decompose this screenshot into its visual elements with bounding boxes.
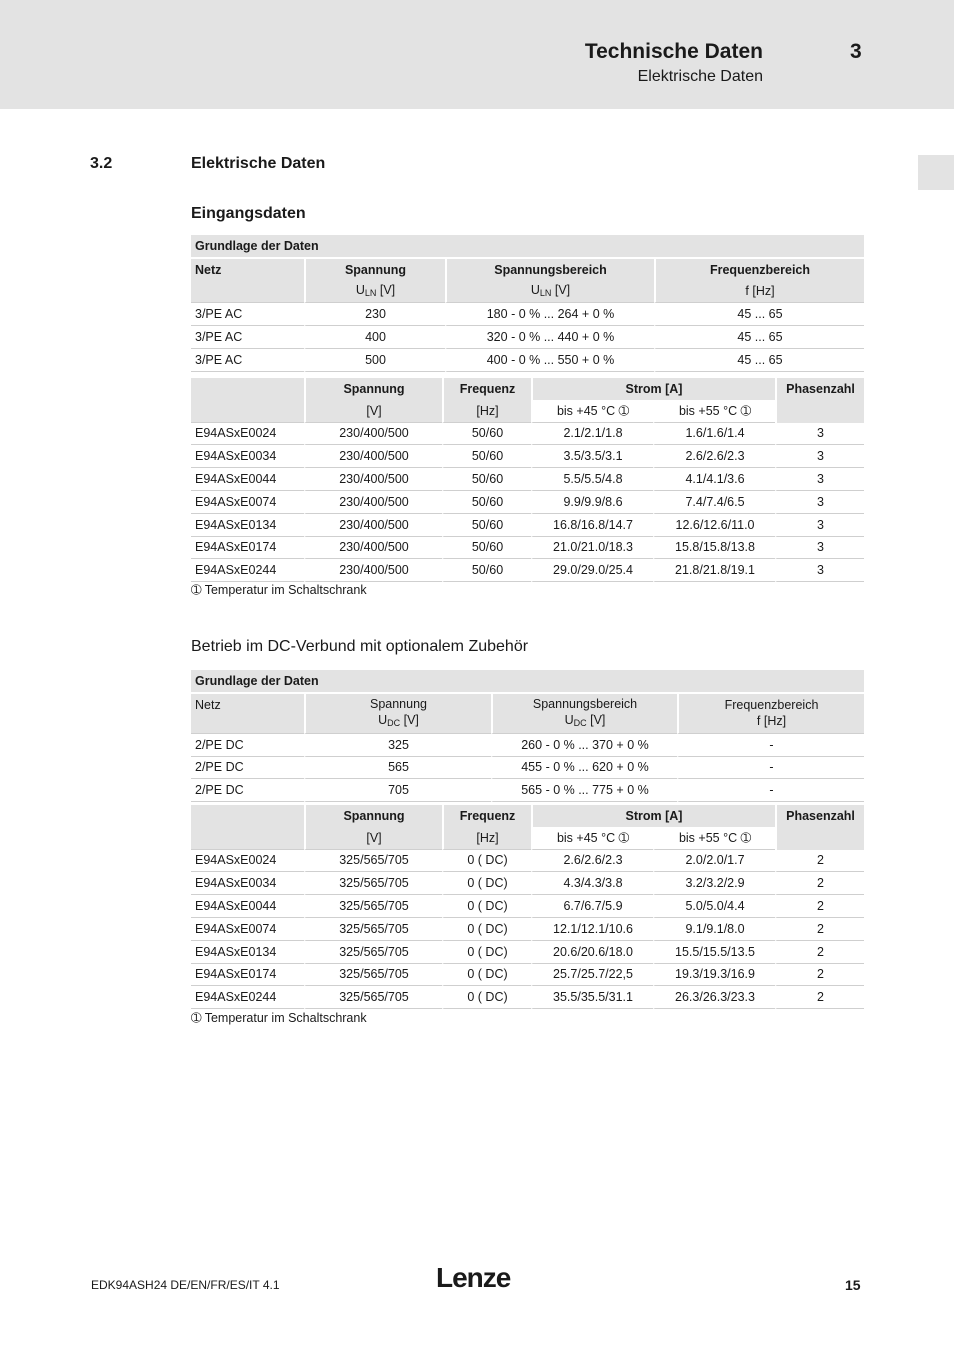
dc-dev-unit-v: [V]: [304, 827, 442, 850]
table-cell: 35.5/35.5/31.1: [531, 986, 653, 1009]
table-cell: 565: [304, 757, 491, 780]
table-cell: -: [677, 734, 864, 757]
table-cell: 50/60: [442, 445, 531, 468]
table-cell: E94ASxE0024: [191, 850, 304, 873]
table-cell: E94ASxE0174: [191, 537, 304, 560]
table-cell: 0 ( DC): [442, 850, 531, 873]
table-cell: 325: [304, 734, 491, 757]
dc-dev-header-phasen: Phasenzahl: [775, 805, 864, 850]
table-cell: 25.7/25.7/22,5: [531, 964, 653, 987]
table-cell: 705: [304, 779, 491, 802]
table-row: [191, 986, 864, 1009]
table-cell: 21.8/21.8/19.1: [653, 559, 775, 582]
ac-dev-header-frequenz: Frequenz: [442, 378, 531, 400]
table-row: [191, 779, 864, 802]
table-cell: 0 ( DC): [442, 941, 531, 964]
table-cell: E94ASxE0034: [191, 445, 304, 468]
table-cell: E94ASxE0044: [191, 468, 304, 491]
table-cell: 230: [304, 303, 445, 326]
table-cell: 180 - 0 % ... 264 + 0 %: [445, 303, 654, 326]
table-cell: 325/565/705: [304, 895, 442, 918]
table-row: [191, 349, 864, 372]
table-cell: 9.1/9.1/8.0: [653, 918, 775, 941]
table-cell: 2: [775, 918, 864, 941]
table-cell: -: [677, 779, 864, 802]
table-row: [191, 423, 864, 446]
table-cell: 3/PE AC: [191, 349, 304, 372]
table-cell: E94ASxE0134: [191, 514, 304, 537]
table-cell: 400: [304, 326, 445, 349]
table-cell: 50/60: [442, 491, 531, 514]
table-row: [191, 445, 864, 468]
table-cell: 325/565/705: [304, 941, 442, 964]
table-cell: 230/400/500: [304, 468, 442, 491]
table-cell: 325/565/705: [304, 986, 442, 1009]
table-cell: E94ASxE0034: [191, 872, 304, 895]
ac-dev-header-phasen: Phasenzahl: [775, 378, 864, 423]
table-cell: 230/400/500: [304, 445, 442, 468]
ac-dev-header-strom: Strom [A]: [531, 378, 775, 400]
table-cell: 230/400/500: [304, 491, 442, 514]
ac-dev-header-spannung: Spannung: [304, 378, 442, 400]
table-cell: E94ASxE0244: [191, 986, 304, 1009]
table-cell: 9.9/9.9/8.6: [531, 491, 653, 514]
chapter-number: 3: [850, 40, 862, 63]
ac-basis-unit-freq: f [Hz]: [654, 281, 864, 304]
table-cell: 16.8/16.8/14.7: [531, 514, 653, 537]
table-row: [191, 537, 864, 560]
ac-heading: Eingangsdaten: [191, 205, 306, 222]
ac-basis-header-bereich: Spannungsbereich: [445, 259, 654, 281]
table-cell: 2/PE DC: [191, 757, 304, 780]
dc-dev-header-empty: [191, 805, 304, 827]
table-row: [191, 303, 864, 326]
table-cell: E94ASxE0074: [191, 918, 304, 941]
ac-basis-body: [191, 303, 864, 371]
table-row: [191, 918, 864, 941]
ac-basis-unit-bereich: $U_{LN}$ [V]: [445, 281, 654, 304]
table-cell: 5.5/5.5/4.8: [531, 468, 653, 491]
table-cell: E94ASxE0044: [191, 895, 304, 918]
table-cell: 12.1/12.1/10.6: [531, 918, 653, 941]
table-cell: 19.3/19.3/16.9: [653, 964, 775, 987]
table-cell: 26.3/26.3/23.3: [653, 986, 775, 1009]
table-cell: 3/PE AC: [191, 303, 304, 326]
table-row: [191, 850, 864, 873]
dc-basis-header-netz: Netz: [191, 694, 304, 734]
table-cell: 3: [775, 559, 864, 582]
table-cell: 4.3/4.3/3.8: [531, 872, 653, 895]
table-cell: 2: [775, 895, 864, 918]
ac-basis-header-spannung: Spannung: [304, 259, 445, 281]
section-title: Elektrische Daten: [191, 155, 326, 172]
table-row: [191, 468, 864, 491]
table-cell: 2/PE DC: [191, 779, 304, 802]
table-cell: 325/565/705: [304, 964, 442, 987]
table-cell: 400 - 0 % ... 550 + 0 %: [445, 349, 654, 372]
table-cell: 0 ( DC): [442, 895, 531, 918]
table-row: [191, 872, 864, 895]
table-cell: 2: [775, 872, 864, 895]
ac-basis-header-freq: Frequenzbereich: [654, 259, 864, 281]
table-cell: 20.6/20.6/18.0: [531, 941, 653, 964]
table-cell: 6.7/6.7/5.9: [531, 895, 653, 918]
dc-heading: Betrieb im DC-Verbund mit optionalem Zubehör: [191, 638, 529, 655]
table-cell: 230/400/500: [304, 537, 442, 560]
table-cell: 565 - 0 % ... 775 + 0 %: [491, 779, 677, 802]
table-cell: 50/60: [442, 423, 531, 446]
table-cell: 3: [775, 537, 864, 560]
table-cell: 2: [775, 850, 864, 873]
table-cell: 325/565/705: [304, 918, 442, 941]
ac-devices-body: [191, 423, 864, 583]
table-cell: 3.5/3.5/3.1: [531, 445, 653, 468]
table-cell: 2: [775, 964, 864, 987]
dc-basis-header-spannung: Spannung $U_{DC}$ [V]: [304, 694, 491, 734]
table-cell: -: [677, 757, 864, 780]
table-cell: E94ASxE0174: [191, 964, 304, 987]
table-cell: 45 ... 65: [654, 326, 864, 349]
dc-basis-body: [191, 734, 864, 802]
ac-basis-unit-empty: [191, 281, 304, 304]
table-cell: 45 ... 65: [654, 303, 864, 326]
dc-dev-header-strom: Strom [A]: [531, 805, 775, 827]
ac-dev-unit-55: bis +55 °C ➀: [653, 400, 775, 423]
dc-dev-header-spannung: Spannung: [304, 805, 442, 827]
header-band: [0, 0, 954, 109]
table-cell: 320 - 0 % ... 440 + 0 %: [445, 326, 654, 349]
ac-dev-unit-hz: [Hz]: [442, 400, 531, 423]
table-cell: 0 ( DC): [442, 918, 531, 941]
chapter-subtitle: Elektrische Daten: [637, 68, 763, 85]
ac-dev-unit-empty: [191, 400, 304, 423]
footer-doc-id: EDK94ASH24 DE/EN/FR/ES/IT 4.1: [91, 1278, 280, 1292]
ac-dev-unit-45: bis +45 °C ➀: [531, 400, 653, 423]
dc-basis-caption: Grundlage der Daten: [191, 670, 864, 694]
table-cell: 3: [775, 468, 864, 491]
table-cell: 2.0/2.0/1.7: [653, 850, 775, 873]
ac-basis-caption: Grundlage der Daten: [191, 235, 864, 259]
table-cell: 2.1/2.1/1.8: [531, 423, 653, 446]
table-cell: 500: [304, 349, 445, 372]
page-number: 15: [845, 1277, 861, 1293]
table-cell: 0 ( DC): [442, 964, 531, 987]
table-cell: 3: [775, 445, 864, 468]
table-cell: 455 - 0 % ... 620 + 0 %: [491, 757, 677, 780]
table-cell: 230/400/500: [304, 423, 442, 446]
table-cell: 3: [775, 491, 864, 514]
table-row: [191, 514, 864, 537]
table-cell: 2: [775, 986, 864, 1009]
dc-devices-body: [191, 850, 864, 1010]
dc-devices-table: [191, 805, 864, 1009]
table-cell: 50/60: [442, 559, 531, 582]
table-cell: 3/PE AC: [191, 326, 304, 349]
ac-footnote: ➀ Temperatur im Schaltschrank: [191, 583, 367, 597]
dc-dev-header-frequenz: Frequenz: [442, 805, 531, 827]
lenze-logo: Lenze: [436, 1262, 511, 1293]
table-row: [191, 964, 864, 987]
dc-footnote: ➀ Temperatur im Schaltschrank: [191, 1011, 367, 1025]
table-row: [191, 559, 864, 582]
chapter-title: Technische Daten: [584, 40, 763, 63]
table-cell: 50/60: [442, 514, 531, 537]
table-cell: 2.6/2.6/2.3: [653, 445, 775, 468]
dc-dev-unit-45: bis +45 °C ➀: [531, 827, 653, 850]
side-tab-marker: [918, 155, 954, 190]
table-cell: 50/60: [442, 468, 531, 491]
table-cell: 50/60: [442, 537, 531, 560]
table-cell: 2: [775, 941, 864, 964]
table-cell: 230/400/500: [304, 559, 442, 582]
table-row: [191, 734, 864, 757]
table-cell: 0 ( DC): [442, 872, 531, 895]
dc-dev-unit-hz: [Hz]: [442, 827, 531, 850]
table-cell: 21.0/21.0/18.3: [531, 537, 653, 560]
table-cell: 1.6/1.6/1.4: [653, 423, 775, 446]
table-cell: 4.1/4.1/3.6: [653, 468, 775, 491]
table-cell: 2.6/2.6/2.3: [531, 850, 653, 873]
table-cell: 0 ( DC): [442, 986, 531, 1009]
table-cell: 29.0/29.0/25.4: [531, 559, 653, 582]
table-cell: 2/PE DC: [191, 734, 304, 757]
table-cell: 7.4/7.4/6.5: [653, 491, 775, 514]
table-cell: 260 - 0 % ... 370 + 0 %: [491, 734, 677, 757]
section-number: 3.2: [90, 155, 113, 172]
dc-dev-unit-55: bis +55 °C ➀: [653, 827, 775, 850]
table-row: [191, 326, 864, 349]
ac-basis-table: [191, 235, 864, 372]
table-row: [191, 941, 864, 964]
dc-basis-header-bereich: Spannungsbereich $U_{DC}$ [V]: [491, 694, 677, 734]
dc-dev-unit-empty: [191, 827, 304, 850]
table-cell: E94ASxE0074: [191, 491, 304, 514]
dc-basis-header-freq: Frequenzbereich f [Hz]: [677, 694, 864, 734]
table-cell: 12.6/12.6/11.0: [653, 514, 775, 537]
table-cell: 325/565/705: [304, 850, 442, 873]
table-cell: 325/565/705: [304, 872, 442, 895]
table-row: [191, 895, 864, 918]
ac-devices-table: [191, 378, 864, 582]
table-cell: E94ASxE0244: [191, 559, 304, 582]
table-cell: 15.5/15.5/13.5: [653, 941, 775, 964]
table-cell: E94ASxE0024: [191, 423, 304, 446]
table-cell: 45 ... 65: [654, 349, 864, 372]
table-row: [191, 491, 864, 514]
ac-basis-unit-spannung: $U_{LN}$ [V]: [304, 281, 445, 304]
table-cell: 15.8/15.8/13.8: [653, 537, 775, 560]
table-cell: 230/400/500: [304, 514, 442, 537]
ac-basis-header-netz: Netz: [191, 259, 304, 281]
table-cell: 3: [775, 514, 864, 537]
table-cell: 3: [775, 423, 864, 446]
ac-dev-header-empty: [191, 378, 304, 400]
table-cell: 3.2/3.2/2.9: [653, 872, 775, 895]
dc-basis-table: [191, 670, 864, 802]
table-cell: E94ASxE0134: [191, 941, 304, 964]
ac-dev-unit-v: [V]: [304, 400, 442, 423]
table-cell: 5.0/5.0/4.4: [653, 895, 775, 918]
table-row: [191, 757, 864, 780]
